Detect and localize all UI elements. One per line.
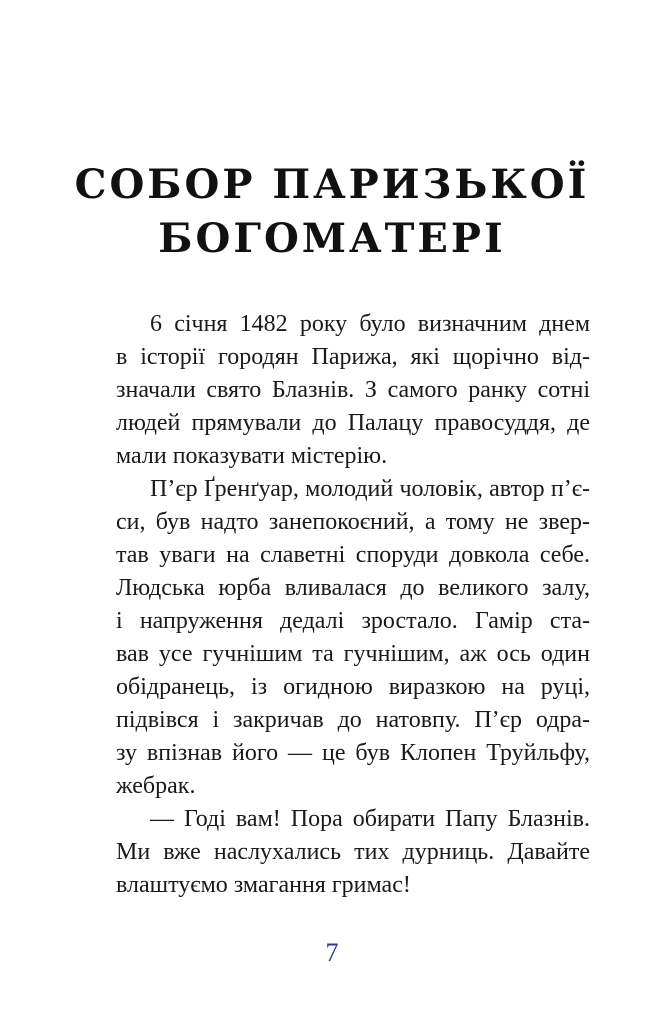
page-number: 7 [325,938,339,967]
text-line: людей прямували до Палацу правосуддя, де [116,410,590,436]
paragraph [116,308,590,473]
text-line: П’єр Ґренґуар, молодий чоловік, автор п’є- [150,476,590,502]
chapter-body [116,308,590,902]
text-line: жебрак. [116,773,196,799]
text-line: зу впізнав його — це був Клопен Труйльфу, [116,740,590,766]
text-line: — Годі вам! Пора обирати Папу Блазнів. [150,806,590,832]
chapter-title [60,158,604,266]
chapter-title-line: БОГОМАТЕРІ [158,215,506,262]
text-line: мали показувати містерію. [116,443,388,469]
text-line: си, був надто занепокоєний, а тому не звер- [116,509,590,535]
paragraph [116,473,590,803]
text-line: Людська юрба вливалася до великого залу, [116,575,590,601]
text-line: і напруження дедалі зростало. Гамір ста- [116,608,590,634]
chapter-title-line: СОБОР ПАРИЗЬКОЇ [74,161,590,208]
paragraph [116,803,590,902]
text-line: влаштуємо змагання гримас! [116,872,411,898]
text-line: в історії городян Парижа, які щорічно від- [116,344,590,370]
text-line: Ми вже наслухались тих дурниць. Давайте [116,839,590,865]
text-line: значали свято Блазнів. З самого ранку сотні [116,377,590,403]
text-line: підвівся і закричав до натовпу. П’єр одра- [116,707,590,733]
text-line: тав уваги на славетні споруди довкола себе. [116,542,590,568]
text-line: вав усе гучнішим та гучнішим, аж ось один [116,641,590,667]
text-line: 6 січня 1482 року було визначним днем [150,311,590,337]
text-line: обідранець, із огидною виразкою на руці, [116,674,590,700]
